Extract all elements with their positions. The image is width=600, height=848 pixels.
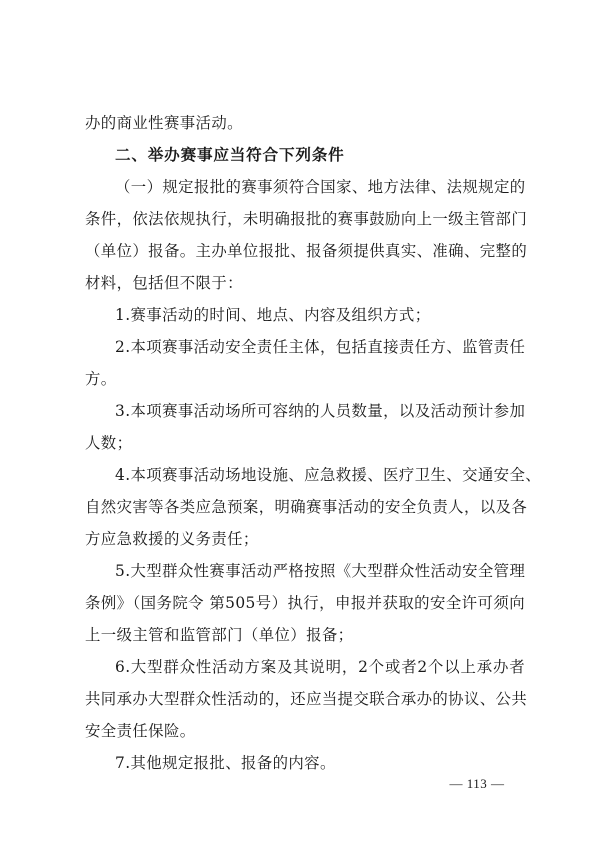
list-item-5: 5.大型群众性赛事活动严格按照《大型群众性活动安全管理 <box>115 562 526 580</box>
list-item-6-continuation: 安全责任保险。 <box>85 722 196 740</box>
list-item-3: 3.本项赛事活动场所可容纳的人员数量，以及活动预计参加 <box>115 402 526 420</box>
list-item-3-continuation: 人数； <box>85 434 133 452</box>
list-item-1: 1.赛事活动的时间、地点、内容及组织方式； <box>115 306 431 324</box>
paragraph-line: 条件，依法依规执行，未明确报批的赛事鼓励向上一级主管部门 <box>85 210 528 228</box>
list-item-7: 7.其他规定报批、报备的内容。 <box>115 754 336 772</box>
list-item-5-continuation: 上一级主管和监管部门（单位）报备； <box>85 626 354 644</box>
list-item-6-continuation: 共同承办大型群众性活动的，还应当提交联合承办的协议、公共 <box>85 690 528 708</box>
page-number: — 113 — <box>449 776 505 791</box>
list-item-4: 4.本项赛事活动场地设施、应急救援、医疗卫生、交通安全、 <box>115 466 542 484</box>
paragraph-line: （单位）报备。主办单位报批、报备须提供真实、准确、完整的 <box>85 242 528 260</box>
list-item-2-continuation: 方。 <box>85 370 117 388</box>
list-item-6: 6.大型群众性活动方案及其说明，2个或者2个以上承办者 <box>115 658 525 676</box>
list-item-4-continuation: 方应急救援的义务责任； <box>85 530 259 548</box>
paragraph-line: （一）规定报批的赛事须符合国家、地方法律、法规规定的 <box>115 178 526 196</box>
list-item-4-continuation: 自然灾害等各类应急预案，明确赛事活动的安全负责人，以及各 <box>85 498 528 516</box>
list-item-2: 2.本项赛事活动安全责任主体，包括直接责任方、监管责任 <box>115 338 526 356</box>
paragraph-line: 材料，包括但不限于： <box>85 274 243 292</box>
text-line-continuation: 办的商业性赛事活动。 <box>85 114 243 132</box>
list-item-5-continuation: 条例》（国务院令 第505号）执行，申报并获取的安全许可须向 <box>85 594 525 612</box>
section-heading: 二、举办赛事应当符合下列条件 <box>115 146 345 164</box>
